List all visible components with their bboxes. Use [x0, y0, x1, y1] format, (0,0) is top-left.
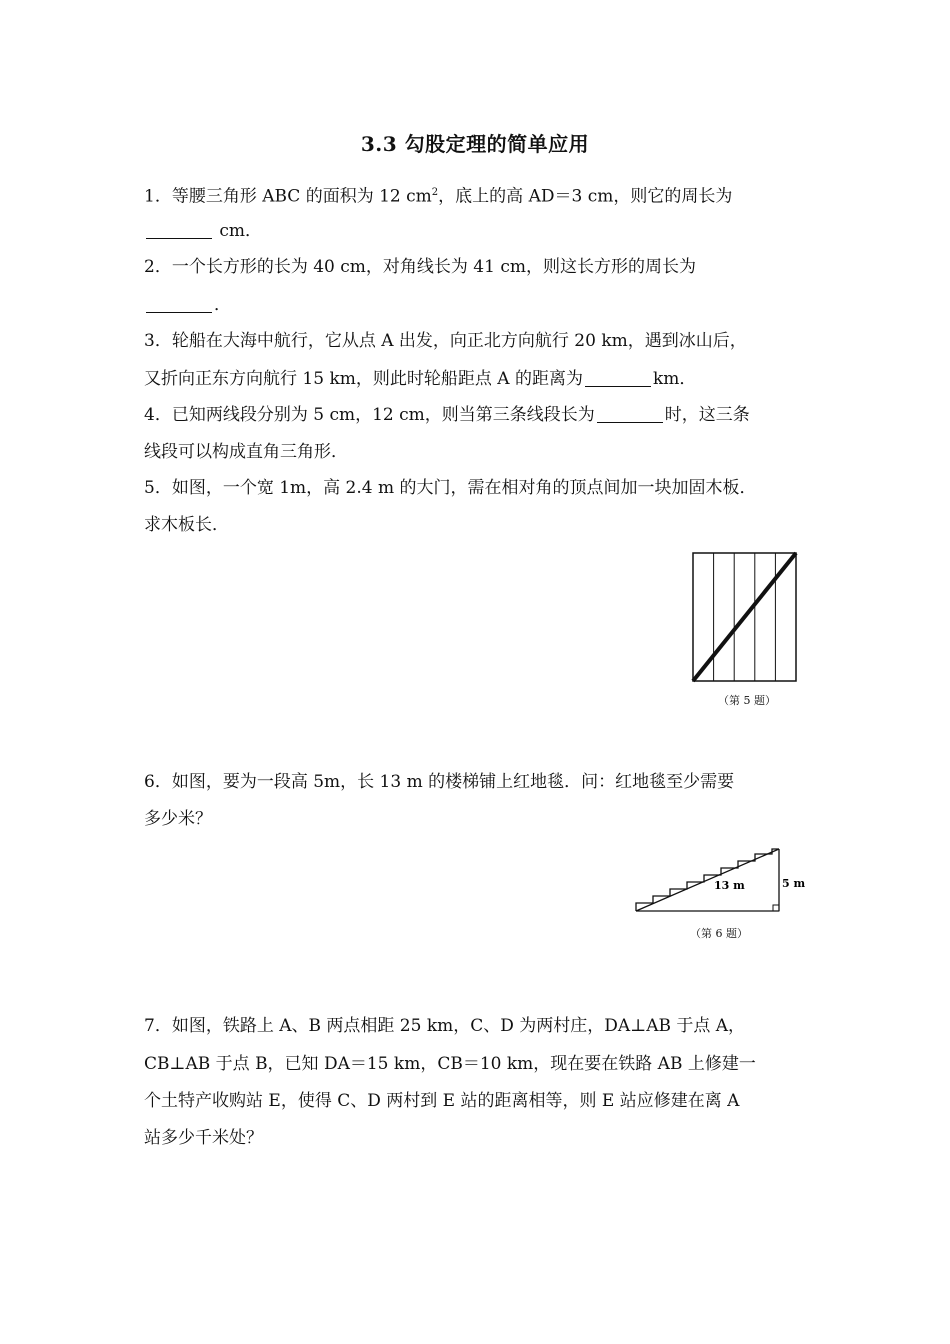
- q1-unit: cm．: [214, 221, 263, 241]
- question-2-line-1: 2．一个长方形的长为 40 cm，对角线长为 41 cm，则这长方形的周长为: [144, 257, 696, 277]
- staircase-hypotenuse: [636, 849, 779, 911]
- door-diagram: [690, 550, 800, 685]
- figure-6-caption: （第 6 题）: [690, 927, 748, 940]
- label-height: 5 m: [782, 877, 806, 890]
- question-5-line-2: 求木板长．: [144, 515, 229, 535]
- question-7-line-3: 个土特产收购站 E，使得 C、D 两村到 E 站的距离相等，则 E 站应修建在离 A: [144, 1091, 740, 1111]
- question-1-line-2: [144, 220, 262, 242]
- figure-5-caption: （第 5 题）: [718, 694, 776, 707]
- answer-blank-2[interactable]: [146, 296, 212, 313]
- q3-text-b: km．: [652, 369, 697, 389]
- answer-blank-4[interactable]: [597, 406, 663, 423]
- right-angle-mark: [773, 905, 779, 911]
- page-title: 3.3 勾股定理的简单应用: [360, 132, 590, 156]
- q3-text-a: 又折向正东方向航行 15 km，则此时轮船距点 A 的距离为: [144, 369, 583, 389]
- question-2-line-2: [144, 294, 231, 316]
- question-1-line-1: [144, 182, 732, 208]
- question-7-line-1: 7．如图，铁路上 A、B 两点相距 25 km，C、D 为两村庄，DA⊥AB 于点 A，: [144, 1016, 746, 1036]
- question-7-line-2: CB⊥AB 于点 B，已知 DA＝15 km，CB＝10 km，现在要在铁路 AB 上修建一: [144, 1054, 756, 1074]
- answer-blank-3[interactable]: [585, 370, 651, 387]
- q4-text-a: 4．已知两线段分别为 5 cm，12 cm，则当第三条线段长为: [144, 405, 595, 425]
- q2-end: ．: [214, 295, 231, 315]
- q4-text-b: 时，这三条: [664, 405, 750, 425]
- reinforcing-board: [693, 553, 796, 681]
- staircase-diagram: [632, 845, 812, 920]
- question-7-line-4: 站多少千米处？: [144, 1128, 263, 1148]
- question-4-line-2: 线段可以构成直角三角形．: [144, 442, 348, 462]
- question-4-line-1: [144, 404, 750, 426]
- label-hypotenuse: 13 m: [714, 879, 745, 892]
- q1-text-a: 1．等腰三角形 ABC 的面积为 12 cm: [144, 186, 432, 207]
- q1-text-b: ，底上的高 AD＝3 cm，则它的周长为: [438, 186, 733, 207]
- question-6-line-2: 多少米？: [144, 809, 212, 829]
- question-3-line-2: [144, 368, 696, 390]
- answer-blank-1[interactable]: [146, 222, 212, 239]
- question-6-line-1: 6．如图，要为一段高 5m，长 13 m 的楼梯铺上红地毯．问：红地毯至少需要: [144, 772, 735, 792]
- question-3-line-1: 3．轮船在大海中航行，它从点 A 出发，向正北方向航行 20 km，遇到冰山后，: [144, 331, 747, 351]
- question-5-line-1: 5．如图，一个宽 1m，高 2.4 m 的大门，需在相对角的顶点间加一块加固木板．: [144, 478, 757, 498]
- q1-superscript: 2: [431, 187, 439, 198]
